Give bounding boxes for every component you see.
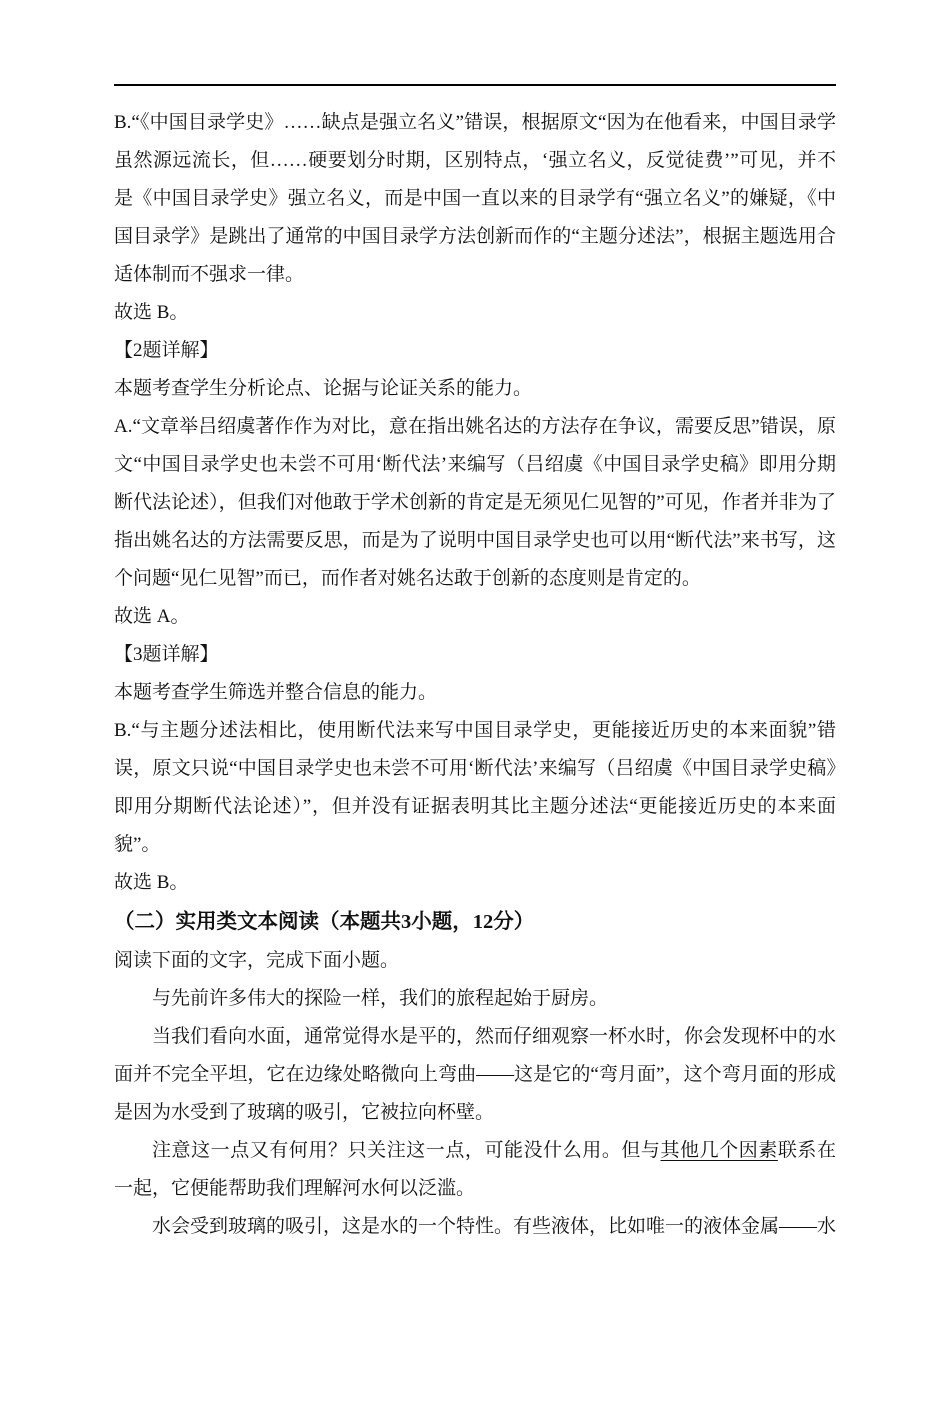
- answer-choice-line-a: 故选 A。: [114, 606, 190, 627]
- document-page: [0, 84, 950, 1428]
- passage-p3-underlined-term: 其他几个因素: [660, 1140, 778, 1161]
- passage-p3-text-after: 联系在一起，它便能帮助我们理解河水何以泛滥。: [114, 1140, 836, 1199]
- question-3-intro: 本题考查学生筛选并整合信息的能力。: [114, 682, 438, 703]
- section-heading-practical-reading: （二）实用类文本阅读（本题共3小题，12分）: [114, 911, 535, 933]
- passage-paragraph-1: 与先前许多伟大的探险一样，我们的旅程起始于厨房。: [152, 988, 609, 1009]
- passage-paragraph-3: [114, 1132, 836, 1208]
- passage-paragraph-2: 当我们看向水面，通常觉得水是平的，然而仔细观察一杯水时，你会发现杯中的水面并不完全平坦，它在边缘处略微向上弯曲——这是它的“弯月面”，这个弯月面的形成是因为水受到了玻璃的吸引，它被拉向杯壁。: [114, 1026, 837, 1123]
- answer-analysis-option-a: A.“文章举吕绍虞著作作为对比，意在指出姚名达的方法存在争议，需要反思”错误，原文“中国目录学史也未尝不可用‘断代法’来编写（吕绍虞《中国目录学史稿》即用分期断代法论述），但我们对他敢于学术创新的肯定是无须见仁见智的”可见，作者并非为了指出姚名达的方法需要反思，而是为了说明中国目录学史也可以用“断代法”来书写，这个问题“见仁见智”而已，而作者对姚名达敢于创新的态度则是肯定的。: [114, 416, 836, 589]
- question-2-intro: 本题考查学生分析论点、论据与论证关系的能力。: [114, 378, 533, 399]
- reading-instruction: 阅读下面的文字，完成下面小题。: [114, 950, 400, 971]
- question-3-detail-heading: 【3题详解】: [114, 644, 219, 665]
- answer-choice-line-b1: 故选 B。: [114, 302, 189, 323]
- page-header-rule: [114, 84, 836, 86]
- document-content: [0, 84, 950, 1246]
- passage-paragraph-4: 水会受到玻璃的吸引，这是水的一个特性。有些液体，比如唯一的液体金属——水: [152, 1216, 837, 1237]
- passage-p3-text-before: 注意这一点又有何用？只关注这一点，可能没什么用。但与: [152, 1140, 661, 1161]
- answer-analysis-option-b3: B.“与主题分述法相比，使用断代法来写中国目录学史，更能接近历史的本来面貌”错误，原文只说“中国目录学史也未尝不可用‘断代法’来编写（吕绍虞《中国目录学史稿》即用分期断代法论述）”，但并没有证据表明其比主题分述法“更能接近历史的本来面貌”。: [114, 720, 836, 855]
- answer-choice-line-b2: 故选 B。: [114, 872, 189, 893]
- answer-analysis-option-b: B.“《中国目录学史》……缺点是强立名义”错误，根据原文“因为在他看来，中国目录学虽然源远流长，但……硬要划分时期，区别特点，‘强立名义，反觉徒费’”可见，并不是《中国目录学史》强立名义，而是中国一直以来的目录学有“强立名义”的嫌疑，《中国目录学》是跳出了通常的中国目录学方法创新而作的“主题分述法”，根据主题选用合适体制而不强求一律。: [114, 112, 836, 285]
- question-2-detail-heading: 【2题详解】: [114, 340, 219, 361]
